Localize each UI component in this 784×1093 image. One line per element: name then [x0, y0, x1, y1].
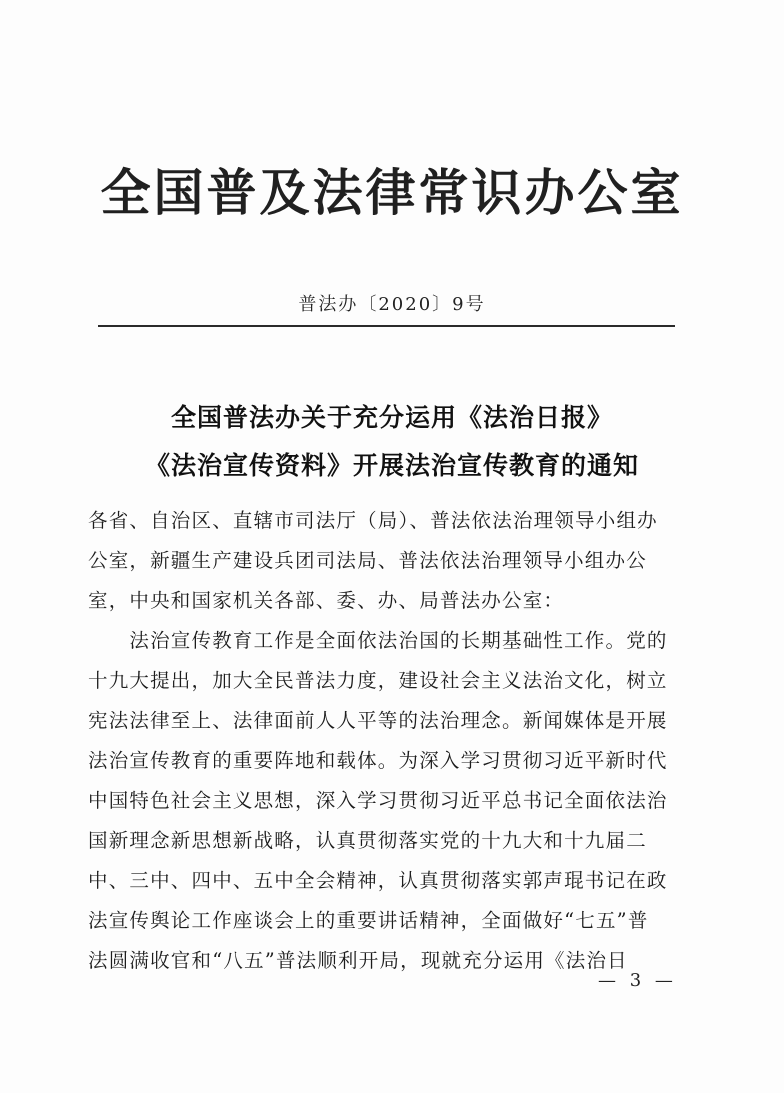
paragraph-line: 法宣传舆论工作座谈会上的重要讲话精神，全面做好“七五”普 — [88, 909, 649, 932]
recipients-line: 各省、自治区、直辖市司法厅（局）、普法依法治理领导小组办 — [88, 509, 658, 532]
paragraph-line: 十九大提出，加大全民普法力度，建设社会主义法治文化，树立 — [88, 669, 668, 692]
recipients-line: 公室，新疆生产建设兵团司法局、普法依法治理领导小组办公 — [88, 549, 647, 572]
paragraph-line: 宪法法律至上、法律面前人人平等的法治理念。新闻媒体是开展 — [88, 709, 668, 732]
recipients-line: 室，中央和国家机关各部、委、办、局普法办公室： — [88, 589, 565, 612]
letterhead: 全国普及法律常识办公室 — [100, 163, 684, 222]
paragraph-line: 国新理念新思想新战略，认真贯彻落实党的十九大和十九届二 — [88, 829, 647, 852]
paragraph-line: 法治宣传教育工作是全面依法治国的长期基础性工作。党的 — [88, 629, 668, 652]
paragraph-line: 中国特色社会主义思想，深入学习贯彻习近平总书记全面依法治 — [88, 789, 668, 812]
document-title-line-2: 《法治宣传资料》开展法治宣传教育的通知 — [144, 451, 639, 480]
document-number: 普法办〔2020〕9号 — [298, 294, 486, 315]
paragraph-line: 法治宣传教育的重要阵地和载体。为深入学习贯彻习近平新时代 — [88, 749, 668, 772]
header-divider — [98, 325, 675, 327]
document-title-line-1: 全国普法办关于充分运用《法治日报》 — [170, 403, 613, 432]
paragraph-line: 中、三中、四中、五中全会精神，认真贯彻落实郭声琨书记在政 — [88, 869, 668, 892]
page-number: — 3 — — [598, 970, 677, 991]
paragraph-line: 法圆满收官和“八五”普法顺利开局，现就充分运用《法治日 — [88, 949, 628, 972]
